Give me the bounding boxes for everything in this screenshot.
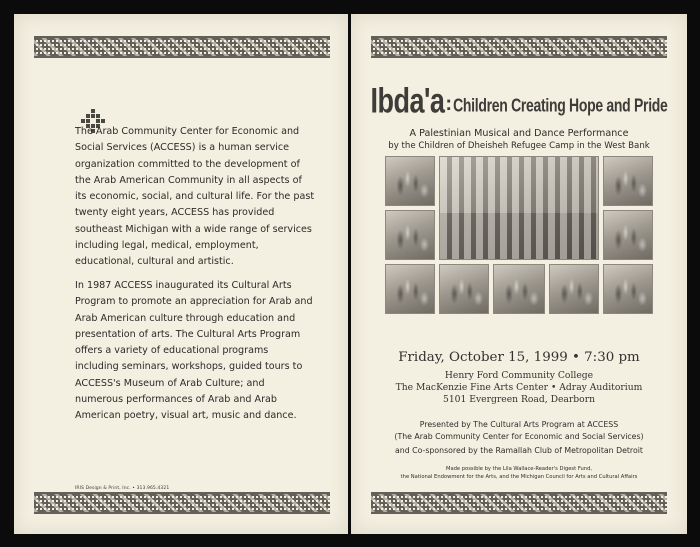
cultural-arts-paragraph: In 1987 ACCESS inaugurated its Cultural Arts Program to promote an appreciation for Arab and Arab American culture through education and presentation of arts. The Cultural Arts Program offers a variety of educational programs including seminars, workshops, guided tours to ACCESS's Museum of Arab Culture; and numerous performances of Arab and Arab American poetry, visual art, music and dance. [75,280,313,422]
printer-imprint: IRIS Design & Print, Inc. • 313.965.4321 [75,486,170,491]
venue-line-1: Henry Ford Community College [444,370,594,381]
photo-dancers-5 [493,264,545,314]
access-description-paragraph: The Arab Community Center for Economic and Social Services (ACCESS) is a human service organization committed to the development of the Arab American Community in all aspects of its economic, social, and cultural life. For the past twenty eight years, ACCESS has provided southeast Michigan with a wide range of services including legal, medical, employment, educational, cultural and artistic. [75,126,315,268]
photo-dancer-7 [603,156,653,206]
left-panel [14,14,348,534]
title-sub: Children Creating Hope and Pride [453,94,668,116]
presented-line-3: and Co-sponsored by the Ramallah Club of Metropolitan Detroit [395,446,643,455]
subtitle-line-2: by the Children of Dheisheh Refugee Camp in the West Bank [388,141,650,151]
program-title [351,81,687,121]
venue-line-3: 5101 Evergreen Road, Dearborn [442,394,596,405]
bottom-ornamental-border [34,492,330,514]
title-main: Ibda'a [370,81,445,121]
title-colon: : [445,93,453,115]
right-panel [351,14,687,534]
credit-line-2: the National Endowment for the Arts, and the Michigan Council for Arts and Cultural Affairs [400,474,638,480]
photo-dancers-6 [549,264,599,314]
photo-dancers-3 [385,264,435,314]
top-ornamental-border [371,36,667,58]
presented-line-1: Presented by The Cultural Arts Program at ACCESS [419,420,619,429]
presented-line-2: (The Arab Community Center for Economic and Social Services) [394,432,644,441]
photo-dancers-8 [603,210,653,260]
top-ornamental-border [34,36,330,58]
event-date-time: Friday, October 15, 1999 • 7:30 pm [398,350,640,365]
photo-dancers-4 [439,264,489,314]
credit-line-1: Made possible by the Lila Wallace-Reader's Digest Fund, [445,466,593,472]
photo-dancers-9 [603,264,653,314]
venue-line-2: The MacKenzie Fine Arts Center • Adray Auditorium [395,382,643,393]
photo-dancers-2 [385,210,435,260]
subtitle-line-1: A Palestinian Musical and Dance Performance [409,128,629,139]
bottom-ornamental-border [371,492,667,514]
photo-dancer-1 [385,156,435,206]
photo-group-performers [439,156,599,260]
